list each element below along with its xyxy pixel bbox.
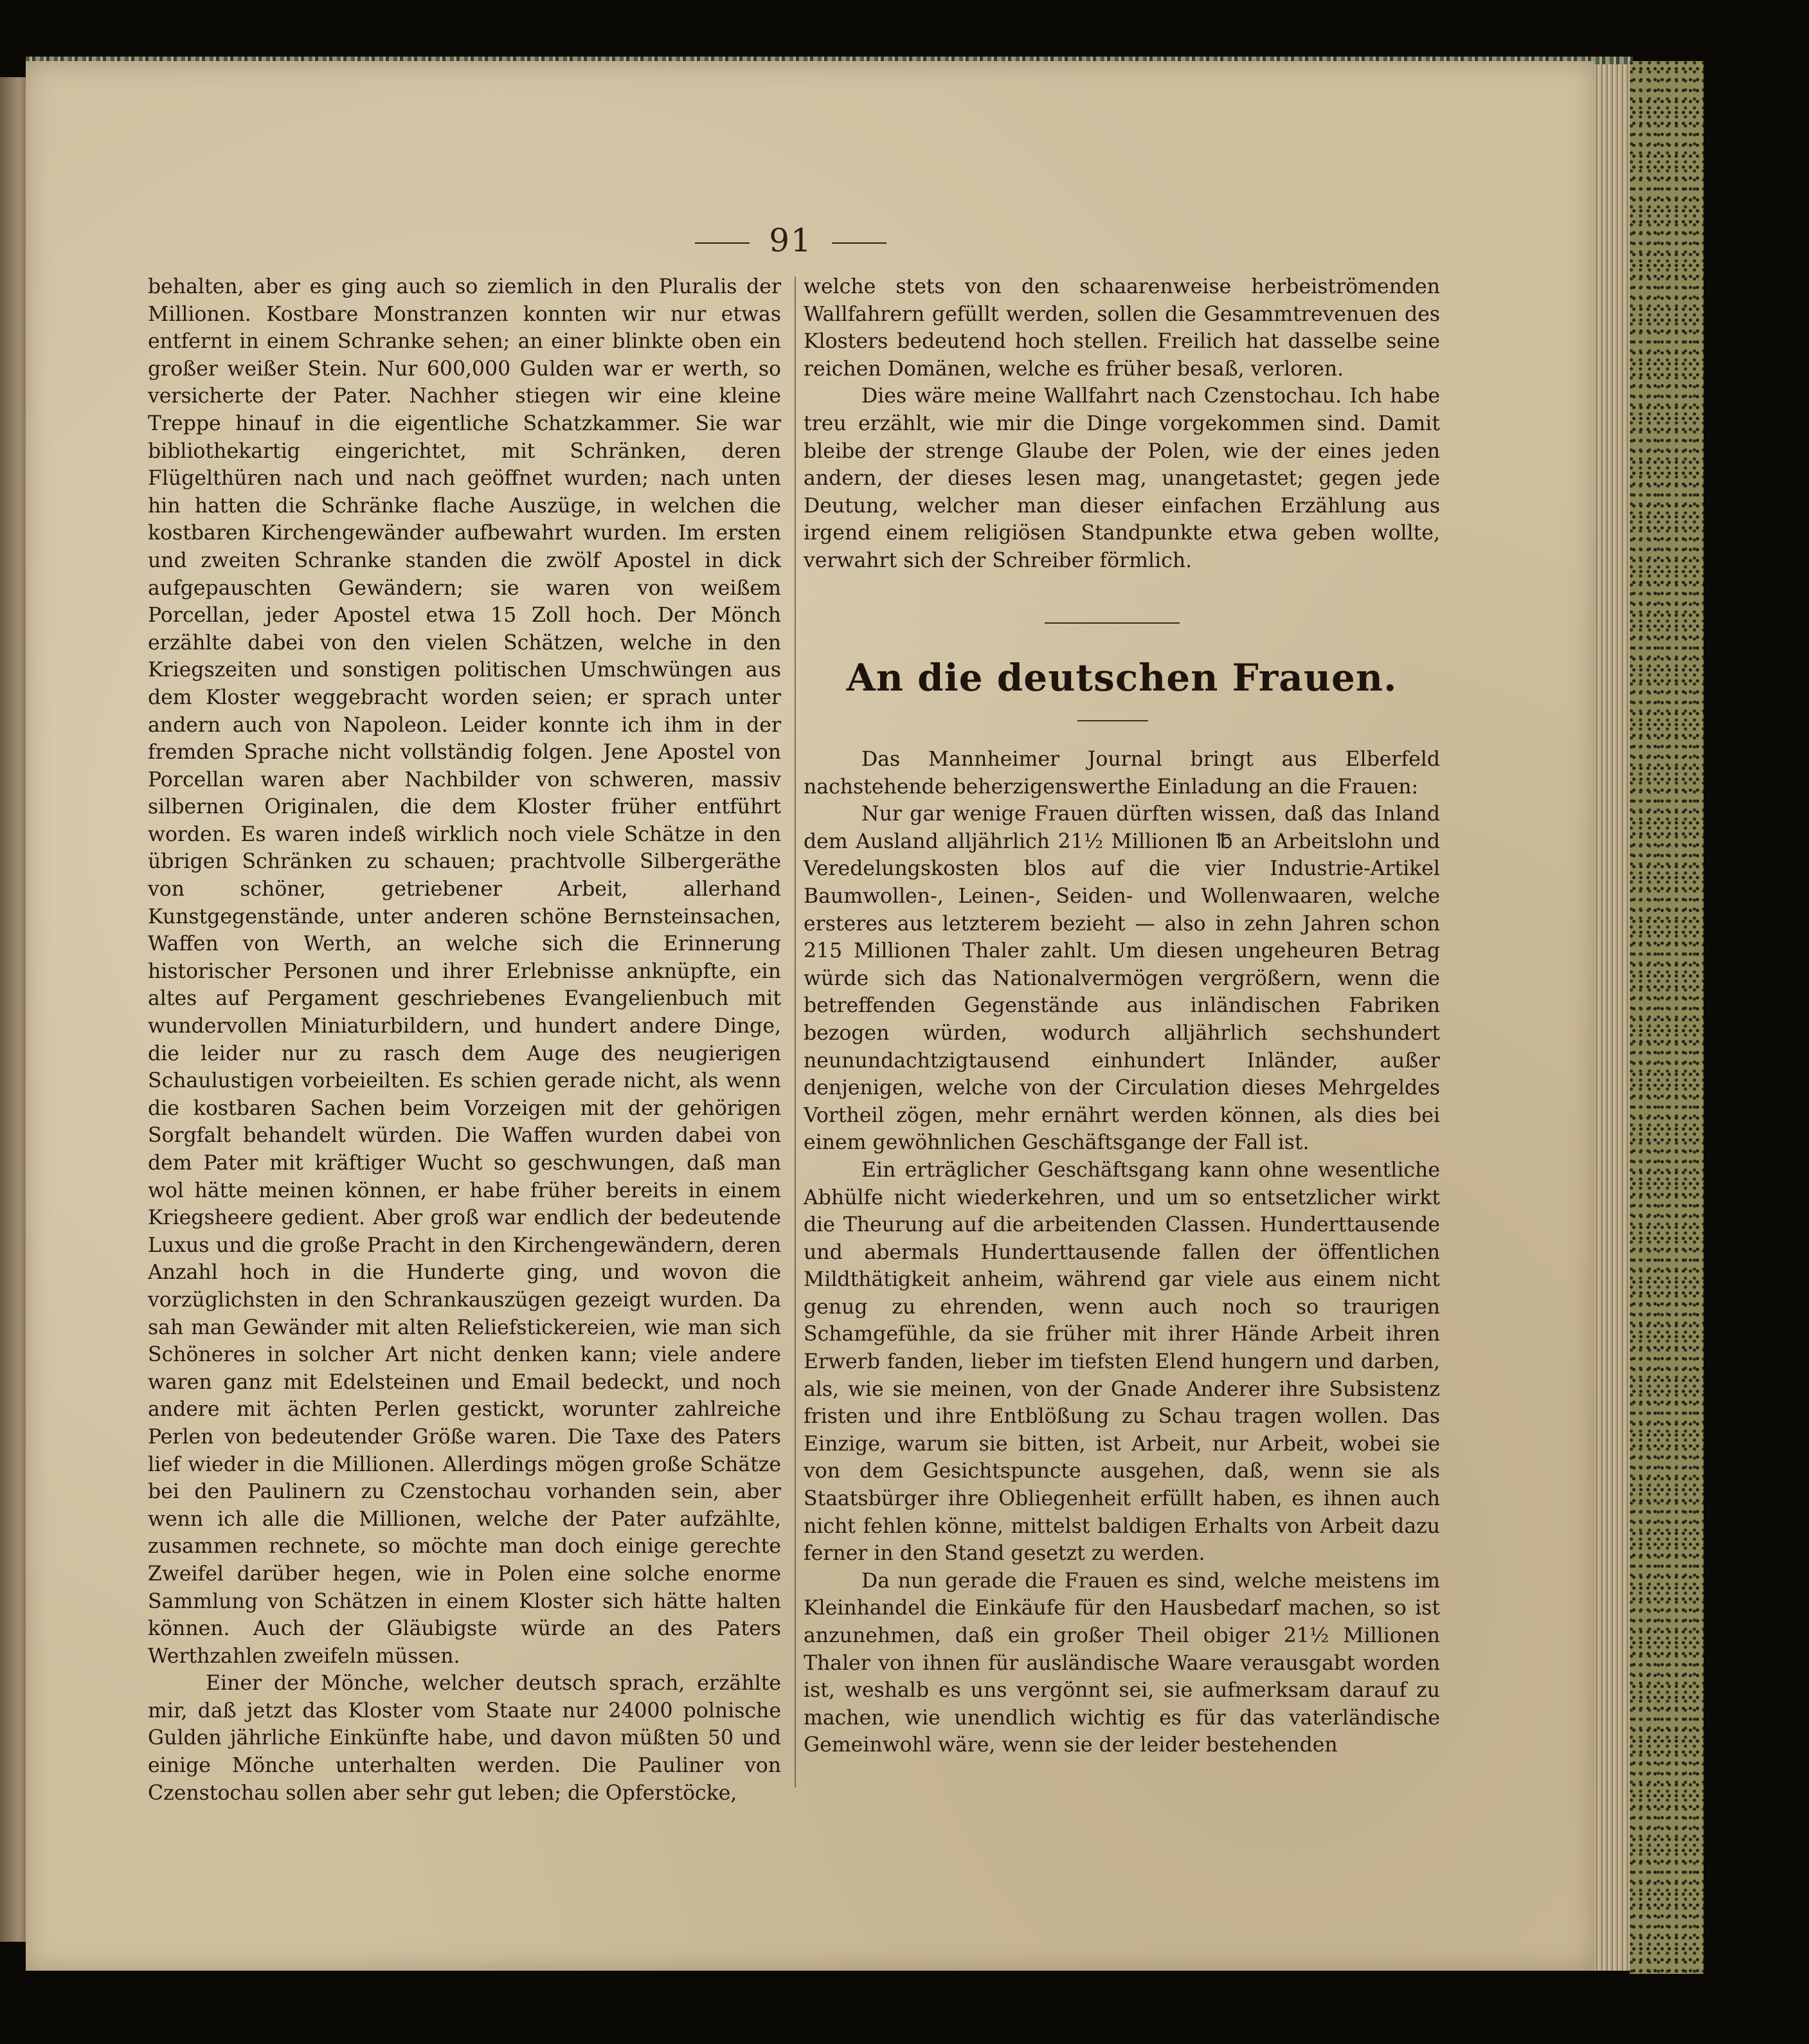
right-paragraph-6: Da nun gerade die Frauen es sind, welche meistens im Kleinhandel die Einkäufe für den Hausbedarf machen, so ist anzunehmen, daß ein großer Theil obiger 21½ Millionen Thaler von ihnen für ausländische Waare verausgabt worden ist, weshalb es uns vergönnt sei, sie aufmerksam darauf zu machen, wie unendlich wichtig es für das vaterländische Gemeinwohl wäre, wenn sie der leider bestehenden (804, 1569, 1440, 1757)
right-paragraph-3: Das Mannheimer Journal bringt aus Elberfeld nachstehende beherzigenswerthe Einladung an die Frauen: (804, 748, 1440, 799)
right-column-top (804, 273, 1440, 575)
marbled-cover-edge (1630, 61, 1704, 1974)
heading-underline (1077, 720, 1148, 721)
right-column-bottom (804, 746, 1440, 1759)
left-paragraph-1: behalten, aber es ging auch so ziemlich in den Pluralis der Millionen. Kostbare Monstranzen konnten wir nur etwas entfernt in einem Schranke sehen; an einer blinkte oben ein großer weißer Stein. Nur 600,000 Gulden war er werth, so versicherte der Pater. Nachher stiegen wir eine kleine Treppe hinauf in die eigentliche Schatzkammer. Sie war bibliothekartig eingerichtet, mit Schränken, deren Flügelthüren nach und nach geöffnet wurden; nach unten hin hatten die Schränke flache Auszüge, in welchen die kostbaren Kirchengewänder aufbewahrt wurden. Im ersten und zweiten Schranke standen die zwölf Apostel in dick aufgepauschten Gewändern; sie waren von weißem Porcellan, jeder Apostel etwa 15 Zoll hoch. Der Mönch erzählte dabei von den vielen Schätzen, welche in den Kriegszeiten und sonstigen politischen Umschwüngen aus dem Kloster weggebracht worden seien; er sprach unter andern auch von Napoleon. Leider konnte ich ihm in der fremden Sprache nicht vollständig folgen. Jene Apostel von Porcellan waren aber Nachbilder von schweren, massiv silbernen Originalen, die dem Kloster früher entführt worden. Es waren indeß wirklich noch viele Schätze in den übrigen Schränken zu schauen; prachtvolle Silbergeräthe von schöner, getriebener Arbeit, allerhand Kunstgegenstände, unter anderen schöne Bernsteinsachen, Waffen von Werth, an welche sich die Erinnerung historischer Personen und ihrer Erlebnisse anknüpfte, ein altes auf Pergament geschriebenes Evangelienbuch mit wundervollen Miniaturbildern, und hundert andere Dinge, die leider nur zu rasch dem Auge des neugierigen Schaulustigen vorbeieilten. Es schien gerade nicht, als wenn die kostbaren Sachen beim Vorzeigen mit der gehörigen Sorgfalt behandelt würden. Die Waffen wurden dabei von dem Pater mit kräftiger Wucht so geschwungen, daß man wol hätte meinen können, er habe früher bereits in einem Kriegsheere gedient. Aber groß war endlich der bedeutende Luxus und die große Pracht in den Kirchengewändern, deren Anzahl hoch in die Hunderte ging, und wovon die vorzüglichsten in den Schrankauszügen gezeigt wurden. Da sah man Gewänder mit alten Reliefstickereien, wie man sich Schöneres in solcher Art nicht denken kann; viele andere waren ganz mit Edelsteinen und Email bedeckt, und noch andere mit ächten Perlen gestickt, worunter zahlreiche Perlen von bedeutender Größe waren. Die Taxe des Paters lief wieder in die Millionen. Allerdings mögen große Schätze bei den Paulinern zu Czenstochau vorhanden sein, aber wenn ich alle die Millionen, welche der Pater aufzählte, zusammen rechnete, so möchte man doch einige gerechte Zweifel darüber hegen, wie in Polen eine solche enorme Sammlung von Schätzen in einem Kloster sich hätte halten können. Auch der Gläubigste würde an des Paters Werthzahlen zweifeln müssen. (148, 275, 781, 1668)
left-column (148, 273, 781, 1807)
left-paragraph-2: Einer der Mönche, welcher deutsch sprach, erzählte mir, daß jetzt das Kloster vom Staate nur 24000 polnische Gulden jährliche Einkünfte habe, und davon müßten 50 und einige Mönche unterhalten werden. Die Pauliner von Czenstochau sollen aber sehr gut leben; die Opferstöcke, (148, 1672, 781, 1805)
page-number (662, 222, 919, 259)
section-separator (1045, 622, 1180, 624)
right-paragraph-5: Ein erträglicher Geschäftsgang kann ohne wesentliche Abhülfe nicht wiederkehren, und um so entsetzlicher wirkt die Theurung auf die arbeitenden Classen. Hunderttausende und abermals Hunderttausende fallen der öffentlichen Mildthätigkeit anheim, während gar viele aus einem nicht genug zu ehrenden, wenn auch noch so traurigen Schamgefühle, da sie früher mit ihrer Hände Arbeit ihren Erwerb fanden, lieber im tiefsten Elend hungern und darben, als, wie sie meinen, von der Gnade Anderer ihre Subsistenz fristen und ihre Entblößung zu Schau tragen wollen. Das Einzige, warum sie bitten, ist Arbeit, nur Arbeit, wobei sie von dem Gesichtspuncte ausgehen, daß, wenn sie als Staatsbürger ihre Obliegenheit erfüllt haben, es ihnen auch nicht fehlen könne, mittelst baldigen Erhalts von Arbeit dazu ferner in den Stand gesetzt zu werden. (804, 1158, 1440, 1566)
right-paragraph-4: Nur gar wenige Frauen dürften wissen, daß das Inland dem Ausland alljährlich 21½ Millionen ℔ an Arbeitslohn und Veredelungskosten blos auf die vier Industrie-Artikel Baumwollen-, Leinen-, Seiden- und Wollenwaaren, welche ersteres aus letzterem bezieht — also in zehn Jahren schon 215 Millionen Thaler zahlt. Um diesen ungeheuren Betrag würde sich das Nationalvermögen vergrößern, wenn die betreffenden Gegenstände aus inländischen Fabriken bezogen würden, wodurch alljährlich sechshundert neunundachtzigtausend einhundert Inländer, außer denjenigen, welche von der Circulation dieses Mehrgeldes Vortheil zögen, mehr ernährt werden können, als dies bei einem gewöhnlichen Geschäftsgange der Fall ist. (804, 802, 1440, 1155)
right-paragraph-1: welche stets von den schaarenweise herbeiströmenden Wallfahrern gefüllt werden, sollen die Gesammtrevenuen des Klosters bedeutend hoch stellen. Freilich hat dasselbe seine reichen Domänen, welche es früher besaß, verloren. (804, 275, 1440, 381)
article-heading: An die deutschen Frauen. (846, 656, 1398, 700)
page-number-text: 91 (769, 222, 813, 259)
right-paragraph-2: Dies wäre meine Wallfahrt nach Czenstochau. Ich habe treu erzählt, wie mir die Dinge vorgekommen sind. Damit bleibe der strenge Glaube der Polen, wie der eines jeden andern, der dieses lesen mag, unangetastet; gegen jede Deutung, welcher man dieser einfachen Erzählung aus irgend einem religiösen Standpunkte etwa geben wollte, verwahrt sich der Schreiber förmlich. (804, 384, 1440, 572)
column-rule (795, 276, 796, 1787)
